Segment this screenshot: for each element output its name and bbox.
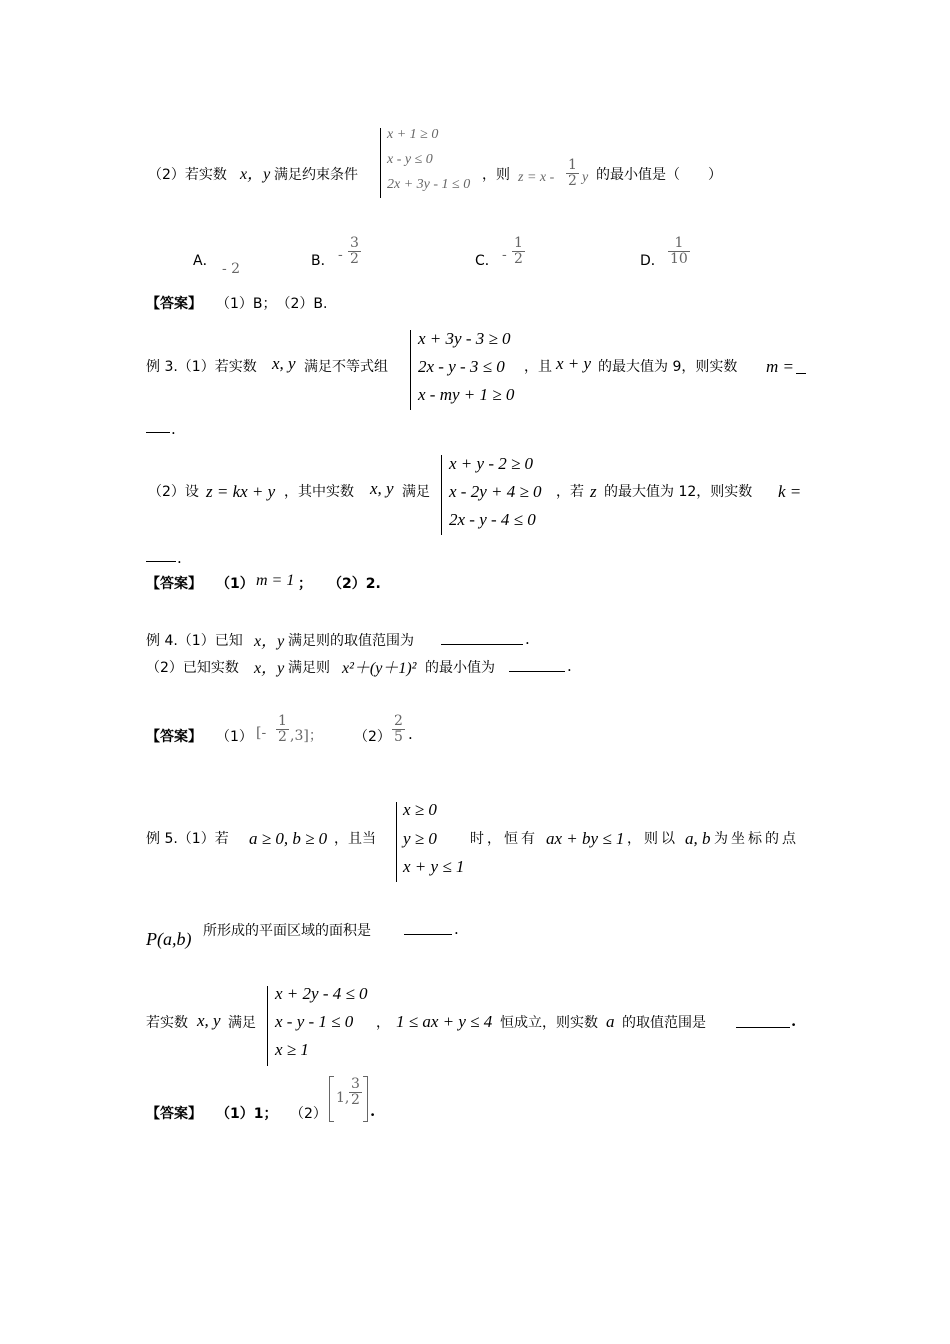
option-d-fraction (668, 236, 690, 266)
ex5-brace (396, 802, 397, 882)
q2-question: 的最小值是（ ） (596, 167, 722, 183)
ex3-p1-end: . (171, 420, 176, 438)
ex5-tail2: 为坐标的点 (714, 831, 799, 847)
answer-3-p1: （1） (216, 729, 253, 745)
ex5-area-end: . (454, 920, 459, 938)
ex3-p1-tail: 的最大值为 9，则实数 (598, 359, 738, 375)
ex3-p2-tail: 的最大值为 12，则实数 (604, 484, 753, 500)
answer-4-int-num: 3 (351, 1076, 360, 1092)
ex4-line1: 例 4.（1）已知 (146, 633, 243, 649)
ex5-point: P(a,b) (146, 929, 192, 949)
answer-4-right-bracket (363, 1076, 368, 1122)
ex5-area: 所形成的平面区域的面积是 (203, 923, 371, 939)
ex5b-constraint-2: x - y - 1 ≤ 0 (275, 1012, 354, 1031)
ex3-p1-vars: x, y (272, 354, 296, 373)
option-c-sign: - (502, 247, 507, 263)
option-a-value: - 2 (222, 261, 241, 277)
ex3-p2-brace (441, 455, 442, 535)
ex3-p2-constraint-2: x - 2y + 4 ≥ 0 (449, 482, 542, 501)
ex5-tail: ，则以 (627, 831, 678, 847)
ex3-p2-k: k = (778, 482, 802, 501)
ex5-cond: a ≥ 0, b ≥ 0 (249, 829, 328, 848)
ex3-p1-blank-a (796, 373, 806, 374)
option-c-fraction (512, 236, 525, 266)
ex4-line2-mid: 满足则 (288, 660, 330, 676)
answer-1-text: （1）B； （2）B. (216, 296, 328, 312)
q2-objective-num: 1 (568, 157, 577, 173)
ex3-p1-prefix: 例 3.（1）若实数 (146, 359, 257, 375)
ex3-p1-constraint-3: x - my + 1 ≥ 0 (418, 385, 515, 404)
ex3-p1-blank-b (146, 432, 170, 433)
option-c-num: 1 (514, 235, 523, 251)
q2-constraint-1: x + 1 ≥ 0 (387, 127, 439, 142)
option-c-den: 2 (514, 250, 523, 267)
ex3-p2-prefix: （2）设 (148, 484, 199, 500)
ex3-p1-expr: x + y (556, 354, 592, 373)
option-c-label: C． (475, 253, 499, 269)
answer-3-range-fraction (276, 714, 289, 744)
q2-objective-den: 2 (568, 172, 577, 189)
option-b-sign: - (338, 247, 343, 263)
option-b-label: B． (311, 253, 335, 269)
ex3-p2-if: ，若 (556, 484, 584, 500)
ex5-prefix: 例 5.（1）若 (146, 831, 229, 847)
ex5-area-blank (404, 934, 452, 935)
ex5-ab: a, b (685, 829, 711, 848)
ex3-p2-end: . (177, 549, 182, 567)
answer-2-label: 【答案】 (146, 576, 202, 592)
ex4-line2-tail: 的最小值为 (425, 660, 495, 676)
answer-3-end: . (408, 725, 413, 743)
ex5b-blank (736, 1027, 790, 1028)
ex4-line1-end: . (525, 630, 530, 648)
ex3-p2-blank (146, 561, 176, 562)
answer-4-p1: （1）1； (216, 1106, 278, 1122)
ex4-line1-vars: x，y (254, 633, 285, 650)
ex4-line2: （2）已知实数 (146, 660, 239, 676)
ex3-p2-constraint-1: x + y - 2 ≥ 0 (449, 454, 534, 473)
answer-2-p2: （2）2. (328, 576, 381, 592)
ex3-p1-m: m = (766, 357, 794, 376)
q2-objective-left: z = x - (518, 170, 555, 185)
ex5b-vars: x, y (197, 1011, 221, 1030)
ex5-ineq: ax + by ≤ 1 (546, 829, 625, 848)
q2-then: ，则 (482, 167, 510, 183)
option-b-den: 2 (350, 250, 359, 267)
answer-2-m: m = 1 (256, 572, 295, 589)
answer-3-range-den: 2 (278, 728, 287, 745)
answer-3-p2: （2） (354, 729, 391, 745)
option-d-num: 1 (668, 236, 690, 252)
option-a-label: A． (193, 253, 217, 269)
ex5-constraint-3: x + y ≤ 1 (403, 857, 465, 876)
answer-3-range-num: 1 (278, 713, 287, 729)
ex5b-sep: ， (376, 1015, 390, 1031)
ex3-p1-mid: 满足不等式组 (304, 359, 388, 375)
ex3-p1-constraint-2: 2x - y - 3 ≤ 0 (418, 357, 505, 376)
answer-3-val-den: 5 (394, 728, 403, 745)
q2-cond-label: 满足约束条件 (274, 167, 358, 183)
ex4-line2-blank (509, 671, 565, 672)
answer-4-int-fraction (349, 1077, 362, 1107)
ex4-line2-vars: x，y (254, 660, 285, 677)
ex5b-constraint-3: x ≥ 1 (275, 1040, 309, 1059)
ex3-p2-constraint-3: 2x - y - 4 ≤ 0 (449, 510, 536, 529)
q2-vars: x，y (240, 166, 271, 183)
q2-constraint-2: x - y ≤ 0 (387, 152, 433, 167)
ex5-constraint-2: y ≥ 0 (403, 829, 437, 848)
answer-4-int-den: 2 (351, 1091, 360, 1108)
ex5-constraint-1: x ≥ 0 (403, 800, 437, 819)
q2-brace (380, 128, 381, 198)
answer-4-left-bracket (329, 1076, 334, 1122)
ex3-p2-satisfy: 满足 (402, 484, 430, 500)
ex5b-end: . (791, 1012, 797, 1030)
answer-4-p2: （2） (290, 1106, 327, 1122)
q2-prefix: （2）若实数 (148, 167, 227, 183)
q2-objective-fraction (566, 158, 579, 188)
q2-objective-right: y (582, 170, 589, 185)
answer-4-int-left: 1, (336, 1090, 350, 1106)
ex3-p1-constraint-1: x + 3y - 3 ≥ 0 (418, 329, 511, 348)
ex5b-prefix: 若实数 (146, 1015, 188, 1031)
q2-constraint-3: 2x + 3y - 1 ≤ 0 (387, 177, 471, 192)
ex3-p2-z: z = kx + y (206, 482, 276, 501)
answer-3-range-close: ,3]； (290, 728, 323, 744)
ex4-line1-tail: 满足则的取值范围为 (288, 633, 414, 649)
ex5b-tail: 恒成立，则实数 (500, 1015, 598, 1031)
ex5b-tail2: 的取值范围是 (622, 1015, 706, 1031)
option-d-label: D． (640, 253, 665, 269)
option-b-num: 3 (350, 235, 359, 251)
ex3-p1-and: ，且 (524, 359, 552, 375)
ex5b-ineq: 1 ≤ ax + y ≤ 4 (396, 1012, 493, 1031)
ex3-p2-vars: x, y (370, 479, 394, 498)
ex5b-constraint-1: x + 2y - 4 ≤ 0 (275, 984, 368, 1003)
ex4-line2-end: . (567, 657, 572, 675)
ex5b-satisfy: 满足 (228, 1015, 256, 1031)
answer-3-label: 【答案】 (146, 729, 202, 745)
answer-4-end: . (370, 1102, 376, 1120)
ex5b-brace (267, 986, 268, 1066)
ex3-p2-zvar: z (590, 482, 597, 501)
answer-4-label: 【答案】 (146, 1106, 202, 1122)
option-b-fraction (348, 236, 361, 266)
ex3-p2-mid: ，其中实数 (284, 484, 354, 500)
ex3-p1-brace (410, 330, 411, 410)
ex5b-a: a (606, 1012, 615, 1031)
answer-3-val-num: 2 (394, 713, 403, 729)
ex4-line1-blank (441, 644, 523, 645)
ex4-line2-expr: x²＋(y＋1)² (342, 660, 417, 677)
option-d-den: 10 (670, 250, 688, 267)
answer-2-sep: ； (298, 576, 312, 592)
answer-1-label: 【答案】 (146, 296, 202, 312)
answer-3-value-fraction (392, 714, 405, 744)
answer-2-p1: （1） (216, 576, 254, 592)
ex5-when: ，且当 (334, 831, 376, 847)
ex5-then: 时，恒有 (470, 831, 538, 847)
answer-3-range-open: [- (256, 725, 267, 741)
